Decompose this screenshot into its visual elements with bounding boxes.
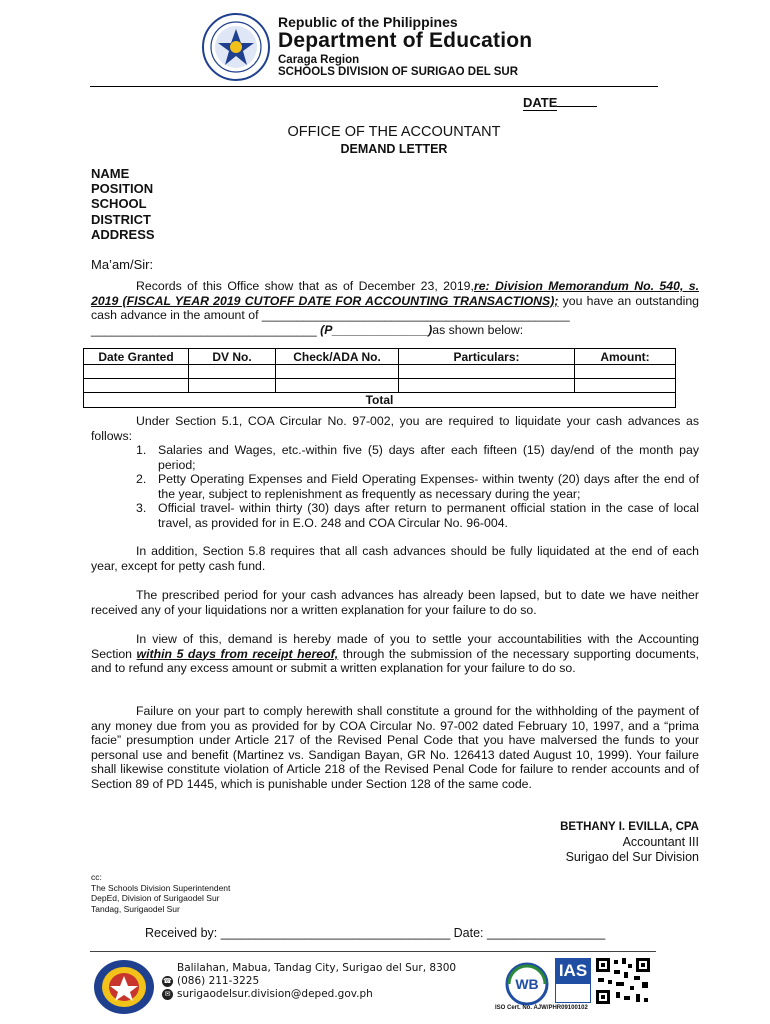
ias-accreditation-logo bbox=[555, 958, 591, 1004]
demand-text-2: through the submission of the necessary supporting documents, and to refund any excess amount or submit a written explanation for your failure to do so. bbox=[91, 646, 700, 675]
col-particulars: Particulars: bbox=[399, 349, 575, 365]
table-cell[interactable] bbox=[399, 379, 575, 393]
date-field bbox=[523, 95, 597, 110]
lapsed-paragraph: The prescribed period for your cash advances has already been lapsed, but to date we have neither received any of your liquidations nor a written explanation for your failure to do so. bbox=[91, 588, 699, 617]
email-icon: ✉ bbox=[162, 989, 173, 1000]
table-cell[interactable] bbox=[575, 365, 676, 379]
received-by-label: Received by: bbox=[145, 926, 221, 940]
intro-text-3: as shown below: bbox=[432, 322, 524, 337]
recipient-district-label: DISTRICT bbox=[91, 211, 151, 227]
table-row bbox=[84, 365, 676, 379]
footer-phone: (086) 211-3225 bbox=[177, 975, 260, 987]
cc-line: Tandag, Surigaodel Sur bbox=[91, 903, 180, 914]
table-cell[interactable] bbox=[399, 365, 575, 379]
list-number: 2. bbox=[136, 472, 147, 486]
footer-email[interactable]: surigaodelsur.division@deped.gov.ph bbox=[177, 988, 373, 1000]
table-cell[interactable] bbox=[276, 379, 399, 393]
failure-paragraph: Failure on your part to comply herewith shall constitute a ground for the withholding of the payment of any money due from you as provided for by COA Circular No. 97-002 dated February 10, 1997, and a “prima facie” presumption under Article 217 of the Revised Penal Code that you have malversed the funds to your personal use and benefit (Martinez vs. Sandigan Bayan, GR No. 126413 dated August 10, 1999). Your failure shall likewise constitute violation of Article 218 of the Revised Penal Code for failure to render accounts and of Section 89 of PD 1445, which is punishable under Section 128 of the same code. bbox=[91, 704, 699, 791]
demand-paragraph bbox=[91, 632, 699, 676]
department-heading: Department of Education bbox=[278, 29, 533, 52]
footer-divider bbox=[90, 951, 656, 952]
table-row bbox=[84, 379, 676, 393]
footer-address: Balilahan, Mabua, Tandag City, Surigao del Sur, 8300 bbox=[177, 962, 457, 974]
date-blank bbox=[557, 95, 597, 107]
table-cell[interactable] bbox=[276, 365, 399, 379]
received-date-blank[interactable]: _________________ bbox=[486, 926, 606, 940]
cash-advance-table bbox=[83, 348, 676, 408]
total-label: Total bbox=[84, 393, 676, 408]
republic-heading: Republic of the Philippines bbox=[278, 14, 458, 30]
signatory-block bbox=[440, 820, 699, 865]
list-number: 1. bbox=[136, 443, 147, 457]
region-heading: Caraga Region bbox=[278, 54, 360, 66]
recipient-address-label: ADDRESS bbox=[91, 226, 155, 242]
division-seal-logo bbox=[92, 958, 156, 1016]
list-number: 3. bbox=[136, 501, 147, 515]
table-total-row bbox=[84, 393, 676, 408]
table-cell[interactable] bbox=[575, 379, 676, 393]
cc-line: DepEd, Division of Surigaodel Sur bbox=[91, 893, 220, 903]
recipient-school-label: SCHOOL bbox=[91, 196, 147, 212]
table-cell[interactable] bbox=[84, 379, 189, 393]
list-item bbox=[136, 501, 699, 530]
table-cell[interactable] bbox=[189, 379, 276, 393]
cc-label: cc: bbox=[91, 872, 102, 882]
signatory-office: Surigao del Sur Division bbox=[565, 850, 699, 864]
footer-email-row bbox=[162, 988, 456, 1001]
ias-text: IAS bbox=[555, 958, 591, 984]
cc-block bbox=[91, 872, 230, 914]
received-line bbox=[145, 926, 605, 940]
wb-text: WB bbox=[515, 976, 539, 992]
office-title: OFFICE OF THE ACCOUNTANT bbox=[287, 124, 501, 140]
recipient-position-label: POSITION bbox=[91, 181, 154, 197]
date-label: DATE bbox=[523, 95, 558, 110]
deped-seal-logo bbox=[202, 13, 270, 81]
wb-certification-logo bbox=[500, 962, 554, 1006]
amount-blank-line: _________________________________ bbox=[91, 322, 321, 337]
section-5-1-paragraph: Under Section 5.1, COA Circular No. 97-002, you are required to liquidate your cash advances as follows: bbox=[91, 414, 699, 443]
list-text: Official travel- within thirty (30) days after return to permanent official station in the case of local travel, as provided for in E.O. 248 and COA Circular No. 96-004. bbox=[158, 501, 699, 530]
memorandum-reference: re: Division Memorandum No. 540, s. 2019 (FISCAL YEAR 2019 CUTOFF DATE FOR ACCOUNTING TRANSACTIONS); bbox=[91, 279, 700, 308]
intro-text: Records of this Office show that as of December 23, 2019, bbox=[136, 279, 474, 293]
list-item bbox=[136, 443, 699, 472]
intro-text-2: you have an outstanding cash advance in the amount of _____________________________________________ bbox=[91, 293, 700, 322]
qr-code-icon bbox=[594, 956, 652, 1006]
liquidation-list bbox=[136, 443, 699, 530]
amount-field: (P______________) bbox=[320, 322, 433, 337]
salutation: Ma’am/Sir: bbox=[91, 257, 154, 272]
letter-subtitle: DEMAND LETTER bbox=[340, 142, 448, 156]
phone-icon: ☎ bbox=[163, 977, 172, 985]
table-header-row bbox=[84, 349, 676, 365]
signatory-position: Accountant III bbox=[622, 835, 699, 849]
footer-phone-row bbox=[162, 975, 456, 988]
col-date-granted: Date Granted bbox=[84, 349, 189, 365]
table-cell[interactable] bbox=[84, 365, 189, 379]
table-cell[interactable] bbox=[189, 365, 276, 379]
received-date-label: Date: bbox=[450, 926, 487, 940]
col-amount: Amount: bbox=[575, 349, 676, 365]
recipient-name-label: NAME bbox=[91, 166, 130, 181]
signatory-name: BETHANY I. EVILLA, CPA bbox=[560, 821, 699, 833]
col-dv-no: DV No. bbox=[189, 349, 276, 365]
cc-line: The Schools Division Superintendent bbox=[91, 882, 231, 893]
division-heading: SCHOOLS DIVISION OF SURIGAO DEL SUR bbox=[278, 66, 519, 78]
col-check-ada-no: Check/ADA No. bbox=[276, 349, 399, 365]
list-item bbox=[136, 472, 699, 501]
list-text: Salaries and Wages, etc.-within five (5) days after each fifteen (15) day/end of the month pay period; bbox=[158, 443, 699, 472]
header-divider bbox=[90, 86, 658, 87]
footer-contact bbox=[162, 962, 456, 1001]
section-5-8-paragraph: In addition, Section 5.8 requires that all cash advances should be fully liquidated at the end of each year, except for petty cash fund. bbox=[91, 544, 699, 573]
received-by-blank[interactable]: _________________________________ bbox=[220, 926, 451, 940]
iso-certificate-number: ISO Cert. No. AJW/PHR09100102 bbox=[495, 1005, 588, 1011]
recipient-block bbox=[91, 166, 155, 242]
deadline-emphasis: within 5 days from receipt hereof, bbox=[136, 646, 339, 661]
list-text: Petty Operating Expenses and Field Operating Expenses- within twenty (20) days after the end of the year, subject to replenishment as frequently as necessary during the year; bbox=[158, 472, 699, 501]
intro-paragraph bbox=[91, 279, 699, 337]
demand-text: In view of this, demand is hereby made of you to settle your accountabilities with the Accounting Section bbox=[91, 632, 699, 661]
